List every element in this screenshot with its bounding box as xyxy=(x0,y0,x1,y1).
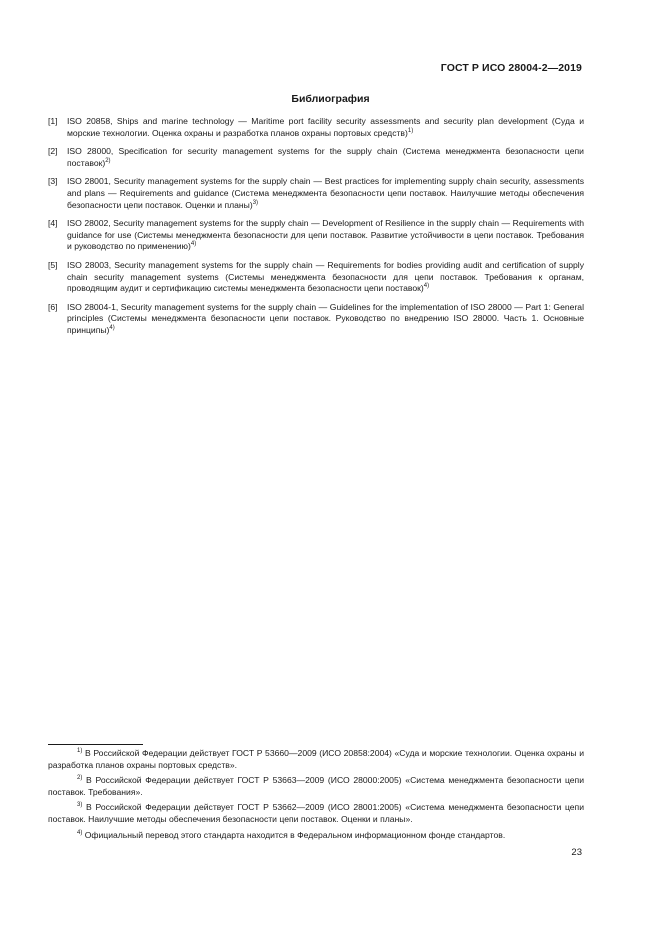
reference-number: [5] xyxy=(48,259,58,270)
bibliography-title: Библиография xyxy=(291,93,370,105)
page-number: 23 xyxy=(571,847,582,858)
reference-text xyxy=(67,116,584,139)
reference-text xyxy=(67,302,584,337)
footnote-divider xyxy=(48,744,143,745)
footnote-text: В Российской Федерации действует ГОСТ Р 53662—2009 (ИСО 28001:2005) «Система менеджмента безопасности цепи поставок. Наилучшие методы обеспечения безопасности цепи поставок. Оценки и планы». xyxy=(48,802,585,824)
reference-body: ISO 28003, Security management systems for the supply chain — Requirements for bodies providing audit and certification of supply chain security management systems (Системы менеджмента безопасности для цепи поставок. Требования к органам, проводящим аудит и сертификацию системы менеджмента безопасности цепи поставок) xyxy=(67,259,584,294)
bibliography-item xyxy=(48,218,584,253)
footnote-mark: 3) xyxy=(77,802,83,809)
reference-body: ISO 28000, Specification for security management systems for the supply chain (Система менеджмента безопасности цепи поставок) xyxy=(67,146,584,168)
footnote-text: Официальный перевод этого стандарта находится в Федеральном информационном фонде стандартов. xyxy=(84,829,506,840)
reference-number: [3] xyxy=(48,176,58,187)
footnote xyxy=(48,748,584,771)
footnote-text: В Российской Федерации действует ГОСТ Р 53663—2009 (ИСО 28000:2005) «Система менеджмента безопасности цепи поставок. Требования». xyxy=(48,775,585,797)
footnote xyxy=(48,802,584,825)
reference-body: ISO 28002, Security management systems for the supply chain — Development of Resilience in the supply chain — Requirements with guidance for use (Системы менеджмента безопасности для цепи поставок. Развитие устойчивости в цепи поставок. Требования и руководство по применению) xyxy=(67,218,584,252)
reference-number: [4] xyxy=(48,218,58,229)
bibliography-item xyxy=(48,176,584,211)
footnote-mark: 4) xyxy=(77,829,83,836)
footnote xyxy=(48,775,584,798)
footnote-reference: 1) xyxy=(407,127,414,134)
reference-body: ISO 28004-1, Security management systems for the supply chain — Guidelines for the implementation of ISO 28000 — Part 1: General principles (Системы менеджмента безопасности цепи поставок. Руководство по внедрению ISO 28000. Часть 1. Основные принципы) xyxy=(67,301,584,335)
footnote-reference: 3) xyxy=(252,199,259,206)
footnote-mark: 2) xyxy=(77,775,83,782)
reference-number: [6] xyxy=(48,301,58,312)
bibliography-item xyxy=(48,260,584,295)
bibliography-list xyxy=(48,116,584,344)
footnote-reference: 4) xyxy=(109,325,115,332)
footnote-mark: 1) xyxy=(77,748,83,755)
reference-body: ISO 20858, Ships and marine technology — Maritime port facility security assessments and security plan development (Суда и морские технологии. Оценка охраны и разработка планов охраны портовых средств) xyxy=(67,116,584,138)
footnote-reference: 2) xyxy=(105,157,111,164)
bibliography-item xyxy=(48,116,584,139)
footnote-text: В Российской Федерации действует ГОСТ Р 53660—2009 (ИСО 20858:2004) «Суда и морские технологии. Оценка охраны и разработка планов охраны портовых средств». xyxy=(48,748,585,770)
reference-text xyxy=(67,260,584,295)
footnote xyxy=(48,830,584,842)
footnotes-section xyxy=(48,748,584,845)
reference-text xyxy=(67,218,584,253)
reference-text xyxy=(67,146,584,169)
standard-designation: ГОСТ Р ИСО 28004-2—2019 xyxy=(440,62,582,74)
reference-text xyxy=(67,176,584,211)
bibliography-item xyxy=(48,302,584,337)
footnote-reference: 4) xyxy=(190,241,197,248)
bibliography-item xyxy=(48,146,584,169)
reference-number: [1] xyxy=(48,116,58,126)
reference-body: ISO 28001, Security management systems for the supply chain — Best practices for implementing supply chain security, assessments and plans — Requirements and guidance (Система менеджмента безопасности цепи поставок. Наилучшие методы обеспечения безопасности цепи поставок. Оценки и планы) xyxy=(67,176,584,210)
reference-number: [2] xyxy=(48,146,58,157)
footnote-reference: 4) xyxy=(423,283,430,290)
